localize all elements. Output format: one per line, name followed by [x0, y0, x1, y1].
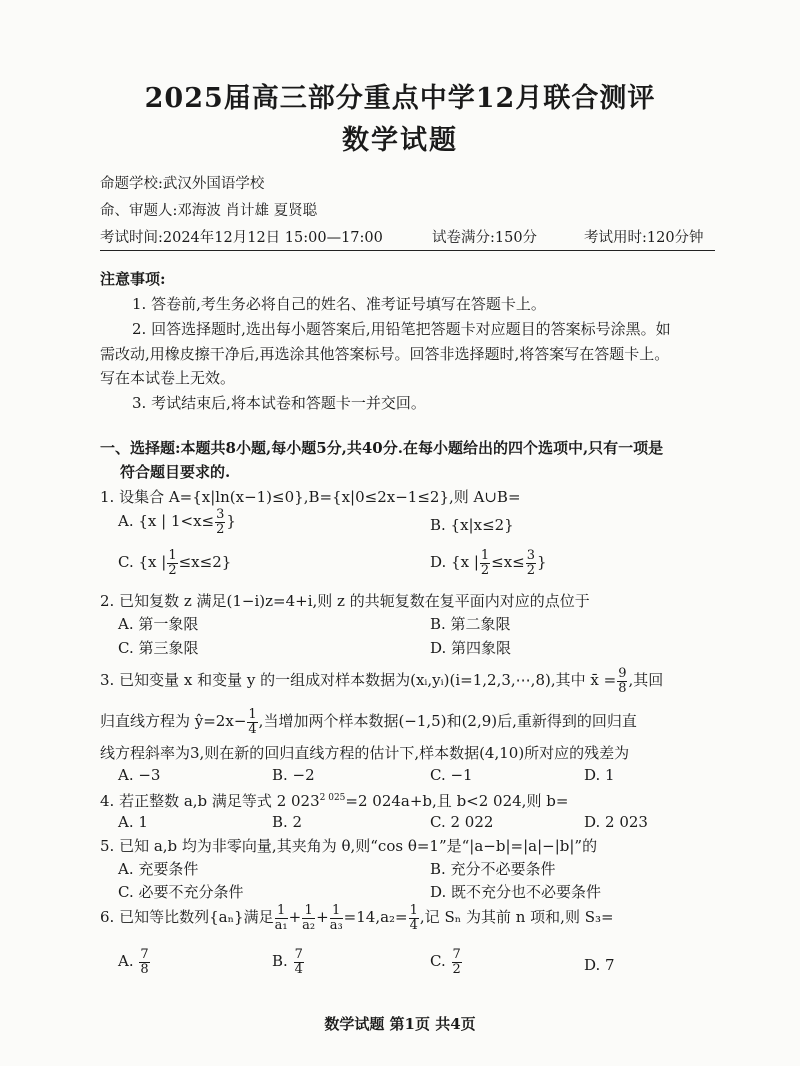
- q3-stem: 3. 已知变量 x 和变量 y 的一组成对样本数据为(xᵢ,yᵢ)(i=1,2,3,⋯,8),其中 x̄ = $\frac{9}{8}$ ,其回: [100, 666, 664, 696]
- exam-title: 2025届高三部分重点中学12月联合测评: [144, 83, 656, 114]
- q3-option-b: B. −2: [272, 766, 315, 784]
- q4-stem: 4. 若正整数 a,b 满足等式 2 $023^{2 025}=2$ 024a+b,且 b<2 024,则 b=: [100, 792, 569, 810]
- exam-subject: 数学试题: [342, 125, 458, 156]
- q3-option-a: A. −3: [118, 766, 161, 784]
- exam-time: 考试时间:2024年12月12日 15:00—17:00: [100, 230, 383, 246]
- q6-option-c: C. $\frac{7}{2}$: [430, 947, 461, 977]
- q2-option-a: A. 第一象限: [118, 615, 199, 633]
- q4-option-c: C. 2 022: [430, 813, 494, 831]
- q1-option-a: A. {x | 1<x≤ $\frac{3}{2}$ }: [118, 507, 236, 537]
- q4-option-a: A. 1: [118, 813, 148, 831]
- q6-option-b: B. $\frac{7}{4}$: [272, 947, 303, 977]
- q5-option-a: A. 充要条件: [118, 860, 199, 878]
- q6-stem: 6. 已知等比数列{aₙ}满足 $\frac{1}{\text{a₁}}$ + $\frac{1}{\text{a₂}}$ + $\frac{1}{\text{a₃}}$ =14,a₂= $\frac{1}{4}$ ,记 Sₙ 为其前 n 项和,则 S₃=: [100, 903, 614, 933]
- page-footer: 数学试题 第1页 共4页: [324, 1015, 476, 1033]
- q3-stem-line2: 归直线方程为 ŷ=2x− $\frac{1}{4}$ ,当增加两个样本数据(−1,5)和(2,9)后,重新得到的回归直: [100, 707, 637, 737]
- authors-line: 命、审题人:邓海波 肖计雄 夏贤聪: [100, 203, 318, 219]
- q1-option-d: D. {x | $\frac{1}{2}$ ≤x≤ $\frac{3}{2}$ }: [430, 548, 547, 578]
- q5-option-d: D. 既不充分也不必要条件: [430, 883, 602, 901]
- full-score: 试卷满分:150分: [432, 230, 538, 246]
- q2-stem: 2. 已知复数 z 满足(1−i)z=4+i,则 z 的共轭复数在复平面内对应的点位于: [100, 592, 590, 610]
- note-2-end: 写在本试卷上无效。: [100, 369, 236, 387]
- q5-option-b: B. 充分不必要条件: [430, 860, 556, 878]
- section-heading: 一、选择题:本题共8小题,每小题5分,共40分.在每小题给出的四个选项中,只有一项是: [100, 439, 664, 457]
- q6-option-d: D. 7: [584, 956, 615, 974]
- note-2: 2. 回答选择题时,选出每小题答案后,用铅笔把答题卡对应题目的答案标号涂黑。如: [132, 320, 671, 338]
- notes-heading: 注意事项:: [100, 270, 166, 288]
- q5-stem: 5. 已知 a,b 均为非零向量,其夹角为 θ,则“cos θ=1”是“|a−b|=|a|−|b|”的: [100, 837, 598, 855]
- q2-option-d: D. 第四象限: [430, 639, 512, 657]
- note-2-cont: 需改动,用橡皮擦干净后,再选涂其他答案标号。回答非选择题时,将答案写在答题卡上。: [100, 345, 670, 363]
- header-divider: [100, 250, 715, 251]
- q1-option-b: B. {x|x≤2}: [430, 516, 514, 534]
- section-heading-cont: 符合题目要求的.: [120, 463, 231, 481]
- q1-stem: 1. 设集合 A={x|ln(x−1)≤0},B={x|0≤2x−1≤2},则 A∪B=: [100, 488, 521, 506]
- note-3: 3. 考试结束后,将本试卷和答题卡一并交回。: [132, 394, 426, 412]
- duration: 考试用时:120分钟: [584, 230, 704, 246]
- q2-option-c: C. 第三象限: [118, 639, 199, 657]
- q1-option-c: C. {x | $\frac{1}{2}$ ≤x≤2}: [118, 548, 232, 578]
- q3-option-c: C. −1: [430, 766, 473, 784]
- note-1: 1. 答卷前,考生务必将自己的姓名、准考证号填写在答题卡上。: [132, 295, 546, 313]
- q5-option-c: C. 必要不充分条件: [118, 883, 244, 901]
- q4-option-d: D. 2 023: [584, 813, 648, 831]
- q2-option-b: B. 第二象限: [430, 615, 511, 633]
- q3-option-d: D. 1: [584, 766, 615, 784]
- q6-option-a: A. $\frac{7}{8}$: [118, 947, 149, 977]
- q4-option-b: B. 2: [272, 813, 303, 831]
- school-line: 命题学校:武汉外国语学校: [100, 176, 265, 192]
- q3-stem-line3: 线方程斜率为3,则在新的回归直线方程的估计下,样本数据(4,10)所对应的残差为: [100, 744, 630, 762]
